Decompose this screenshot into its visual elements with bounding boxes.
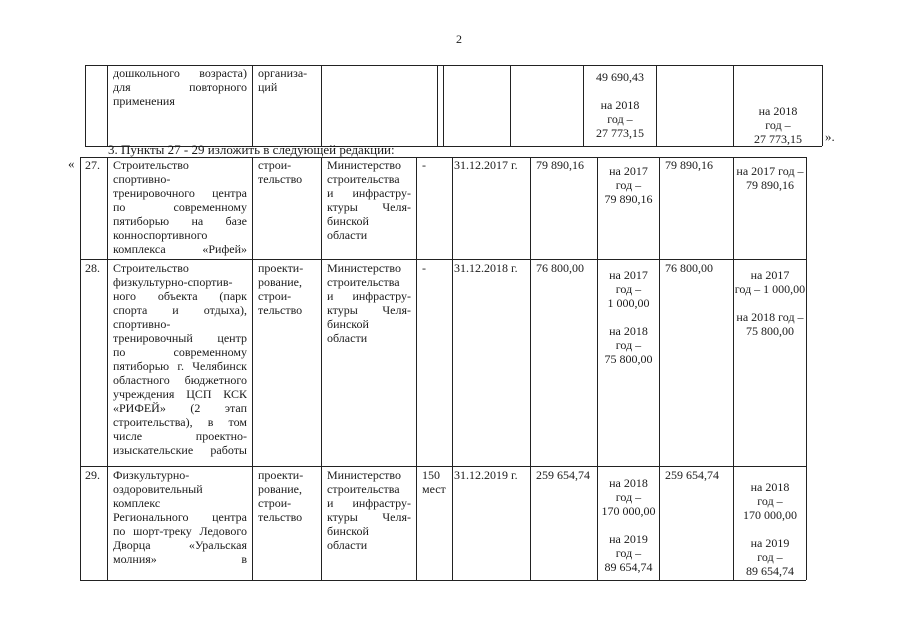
completion-date: 31.12.2019 г.	[454, 468, 518, 482]
limit: на 2017 год – 79 890,16	[736, 164, 804, 192]
opening-quote: «	[68, 156, 75, 171]
object-name: Физкультурно- оздоровительный комплекс Регионального центра по шорт-треку Ледового Дворца «Уральская молния» в	[113, 468, 247, 566]
capacity: -	[422, 261, 426, 275]
row-number: 27.	[85, 158, 100, 172]
prev-row-finance: 49 690,43 на 2018 год – 27 773,15	[596, 70, 644, 140]
prev-row-name: дошкольного возраста) для повторного применения	[113, 66, 247, 108]
capacity: -	[422, 158, 426, 172]
limit: на 2018 год – 170 000,00 на 2019 год – 89 654,74	[743, 480, 797, 578]
customer: Министерство строительства и инфрастру- ктуры Челя- бинской области	[327, 158, 411, 242]
estimated-cost: 76 800,00	[536, 261, 584, 275]
work-type: проекти- рование, строи- тельство	[258, 261, 304, 317]
object-name: Строительство спортивно- тренировочного центра по современному пятиборью на базе конноспортивного комплекса «Рифей»	[113, 158, 247, 256]
financing: на 2017 год – 79 890,16	[604, 164, 653, 206]
page-number: 2	[456, 32, 462, 46]
estimate: 79 890,16	[665, 158, 713, 172]
completion-date: 31.12.2017 г.	[454, 158, 518, 172]
prev-row-type: организа- ций	[258, 66, 308, 94]
work-type: строи- тельство	[258, 158, 303, 186]
work-type: проекти- рование, строи- тельство	[258, 468, 304, 524]
completion-date: 31.12.2018 г.	[454, 261, 518, 275]
row-number: 28.	[85, 261, 100, 275]
financing: на 2018 год – 170 000,00 на 2019 год – 89 654,74	[601, 476, 656, 574]
estimate: 76 800,00	[665, 261, 713, 275]
object-name: Строительство физкультурно-спортив- ного объекта (парк спорта и отдыха), спортивно- тренировочный центр по современному пятиборью г. Челябинск областного бюджетного учреждения ЦСП КСК «РИФЕЙ» (2 этап строительства), в том числе проектно- изыскательские работы	[113, 261, 247, 457]
customer: Министерство строительства и инфрастру- ктуры Челя- бинской области	[327, 261, 411, 345]
limit: на 2017 год – 1 000,00 на 2018 год – 75 800,00	[734, 268, 806, 338]
customer: Министерство строительства и инфрастру- ктуры Челя- бинской области	[327, 468, 411, 552]
closing-quote: ».	[825, 129, 835, 144]
section-heading: 3. Пункты 27 - 29 изложить в следующей редакции:	[108, 142, 395, 157]
estimated-cost: 79 890,16	[536, 158, 584, 172]
financing: на 2017 год – 1 000,00 на 2018 год – 75 800,00	[604, 268, 653, 366]
estimate: 259 654,74	[665, 468, 719, 482]
prev-row-limit: на 2018 год – 27 773,15	[754, 104, 802, 146]
row-number: 29.	[85, 468, 100, 482]
capacity: 150 мест	[422, 468, 446, 496]
estimated-cost: 259 654,74	[536, 468, 590, 482]
